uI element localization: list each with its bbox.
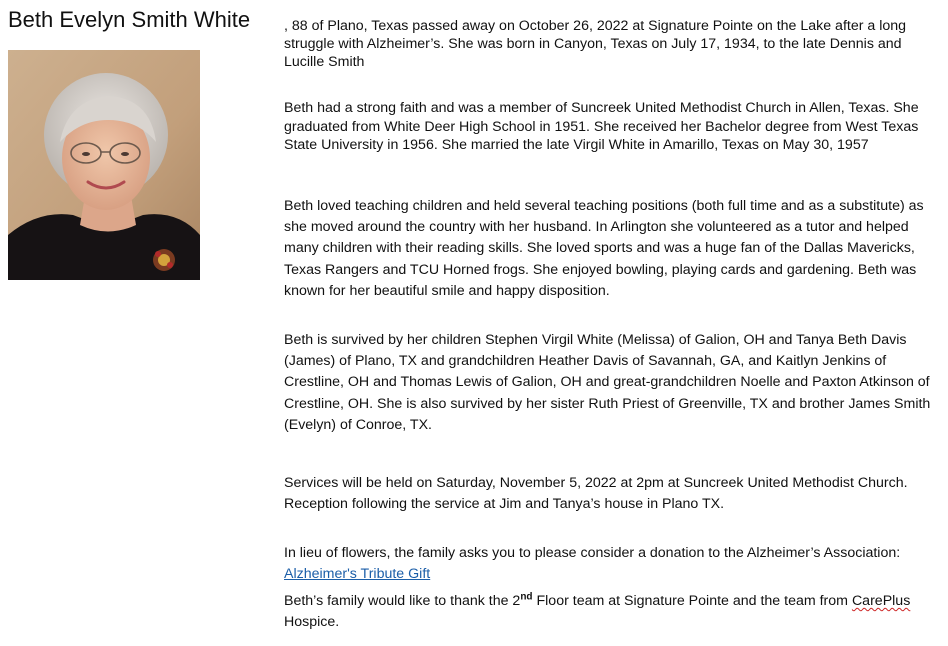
portrait-photo: [8, 50, 200, 280]
tribute-gift-link[interactable]: Alzheimer's Tribute Gift: [284, 566, 431, 583]
obituary-name: Beth Evelyn Smith White: [8, 7, 251, 32]
faith-paragraph: Beth had a strong faith and was a member of Suncreek United Methodist Church in Allen, Texas. She graduated from White Deer High School in 1951. She received her Bachelor degree from West Texas State University in 1956. She married the late Virgil White in Amarillo, Texas on May 30, 1957: [284, 100, 919, 153]
thanks-paragraph: [284, 591, 932, 633]
donation-text: In lieu of flowers, the family asks you to please consider a donation to the Alzheimer’s Association:: [284, 545, 901, 561]
survived-paragraph: Beth is survived by her children Stephen Virgil White (Melissa) of Galion, OH and Tanya Beth Davis (James) of Plano, TX and grandchildren Heather Davis of Savannah, GA, and Kaitlyn Jenkins of Crestline, OH and Thomas Lewis of Galion, OH and great-grandchildren Noelle and Paxton Atkinson of Crestline, OH. She is also survived by her sister Ruth Priest of Greenville, TX and brother James Smith (Evelyn) of Conroe, TX.: [284, 332, 931, 433]
ordinal-suffix: nd: [520, 591, 533, 603]
thanks-text-middle: Floor team at Signature Pointe and the team from: [532, 593, 852, 609]
thanks-text-end: Hospice.: [284, 614, 340, 631]
careplus-word: CarePlus: [851, 593, 911, 609]
teaching-paragraph: Beth loved teaching children and held several teaching positions (both full time and as a substitute) as she moved around the country with her husband. In Arlington she volunteered as a tutor and helped many children with their reading skills. She loved sports and was a huge fan of the Dallas Mavericks, Texas Rangers and TCU Horned frogs. She enjoyed bowling, playing cards and gardening. Beth was known for her beautiful smile and happy disposition.: [284, 198, 924, 299]
thanks-text-start: Beth’s family would like to thank the 2: [284, 593, 521, 609]
intro-paragraph: , 88 of Plano, Texas passed away on October 26, 2022 at Signature Pointe on the Lake after a long struggle with Alzheimer’s. She was born in Canyon, Texas on July 17, 1934, to the late Dennis and Lucille Smith: [284, 18, 907, 70]
services-paragraph: Services will be held on Saturday, November 5, 2022 at 2pm at Suncreek United Methodist Church. Reception following the service at Jim and Tanya’s house in Plano TX.: [284, 475, 908, 513]
donation-paragraph: [284, 543, 932, 585]
